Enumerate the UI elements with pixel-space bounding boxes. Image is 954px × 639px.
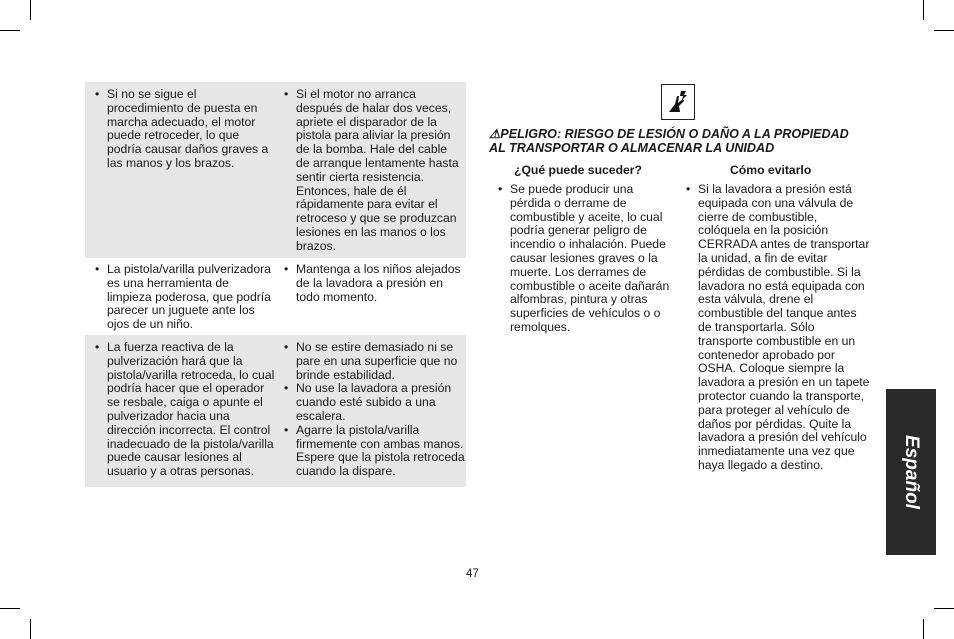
- crop-mark: [923, 619, 924, 639]
- bullet-item: • No se estire demasiado ni se pare en una superficie que no brinde estabilidad.: [284, 341, 466, 382]
- bullet-item: • Si la lavadora a presión está equipada con una válvula de cierre de combustible, colóquela en la posición CERRADA antes de transportar la unidad, a fin de evitar pérdidas de combustible. Si la lavadora no está equipada con esta válvula, drene el combustible del tanque antes de transportarla. Sólo transporte combustible en un contenedor aprobado por OSHA. Coloque siempre la lavadora a presión en un tapete protector cuando la transporte, para proteger al vehículo de daños por pérdidas. Quite la lavadora a presión del vehículo inmediatamente una vez que haya llegado a destino.: [686, 183, 870, 473]
- bullet-item: • Mantenga a los niños alejados de la lavadora a presión en todo momento.: [284, 263, 464, 304]
- row2-avoid: [284, 263, 464, 304]
- bullet-item: • Se puede producir una pérdida o derrame de combustible y aceite, lo cual podría generar peligro de incendio o inhalación. Puede causar lesiones graves o la muerte. Los derrames de combustible o aceite dañarán alfombras, pintura y otras superficies de vehículos o o remolques.: [498, 183, 672, 335]
- row3-hazard: [95, 341, 275, 479]
- crop-mark: [0, 30, 20, 31]
- row3-avoid: [284, 341, 466, 479]
- bullet-item: • Si el motor no arranca después de halar dos veces, apriete el disparador de la pistola para aliviar la presión de la bomba. Hale del cable de arranque lentamente hasta sentir cierta resistencia. Entonces, hale de él rápidamente para evitar el retroceso y que se produzcan lesiones en las manos o los brazos.: [284, 88, 464, 254]
- crop-mark: [0, 608, 20, 609]
- row1-avoid: [284, 88, 464, 254]
- crop-mark: [923, 0, 924, 20]
- hazard-what-text: [498, 183, 672, 335]
- page-number: 47: [466, 568, 479, 580]
- bullet-item: • La fuerza reactiva de la pulverización hará que la pistola/varilla retroceda, lo cual podría hacer que el operador se resbale, caiga o apunte el pulverizador hacia una dirección incorrecta. El control inadecuado de la pistola/varilla puede causar lesiones al usuario y a otras personas.: [95, 341, 275, 479]
- row1-hazard: [95, 88, 275, 171]
- crop-mark: [30, 619, 31, 639]
- hand-injury-icon: [661, 84, 695, 120]
- bullet-item: • Agarre la pistola/varilla firmemente con ambas manos. Espere que la pistola retroceda cuando la dispare.: [284, 424, 466, 479]
- column-header-what: ¿Qué puede suceder?: [514, 163, 642, 177]
- bullet-item: • La pistola/varilla pulverizadora es una herramienta de limpieza poderosa, que podría parecer un juguete ante los ojos de un niño.: [95, 263, 275, 332]
- language-tab: Español: [886, 389, 936, 555]
- bullet-item: • No use la lavadora a presión cuando esté subido a una escalera.: [284, 382, 466, 423]
- crop-mark: [30, 0, 31, 20]
- column-header-how: Cómo evitarlo: [730, 163, 812, 177]
- bullet-item: • Si no se sigue el procedimiento de puesta en marcha adecuado, el motor puede retroceder, lo que podría causar daños graves a las manos y los brazos.: [95, 88, 275, 171]
- warning-triangle-icon: ⚠: [489, 127, 501, 141]
- hazard-how-text: [686, 183, 870, 473]
- hazard-title: ⚠PELIGRO: RIESGO DE LESIÓN O DAÑO A LA PROPIEDAD AL TRANSPORTAR O ALMACENAR LA UNIDAD: [489, 127, 849, 155]
- row2-hazard: [95, 263, 275, 332]
- crop-mark: [934, 608, 954, 609]
- crop-mark: [934, 30, 954, 31]
